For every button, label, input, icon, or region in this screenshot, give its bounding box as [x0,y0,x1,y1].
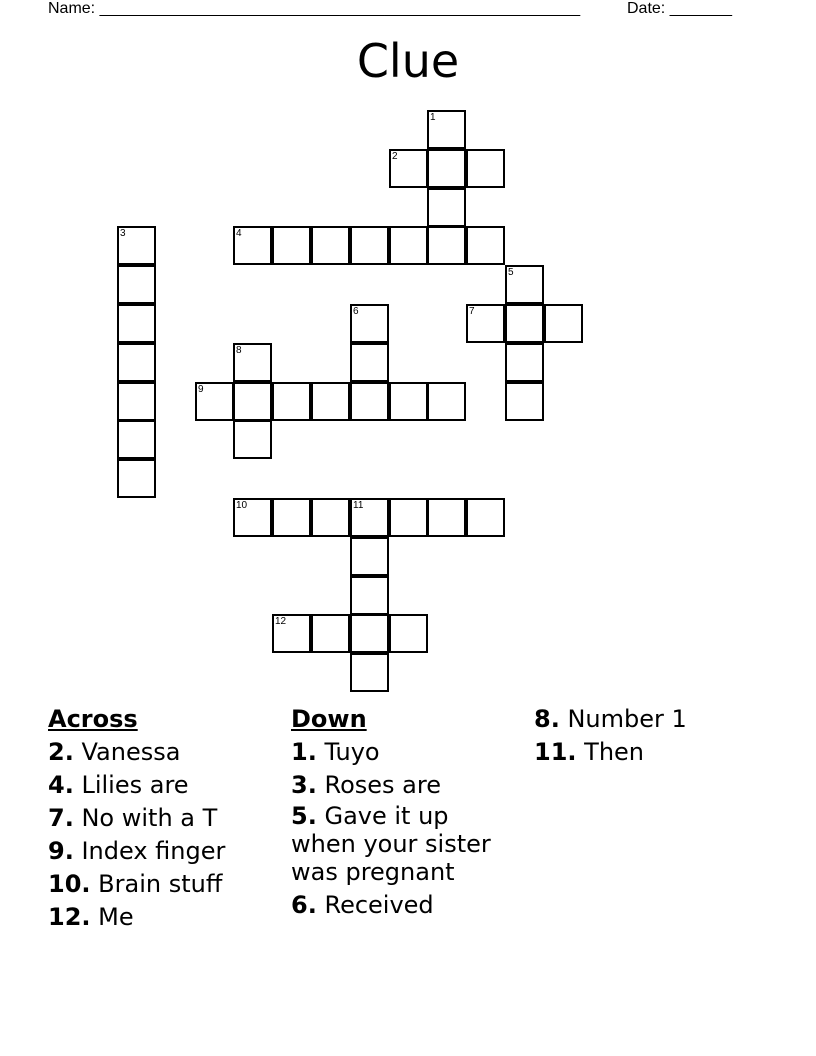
cell-number: 2 [392,151,398,162]
grid-cell[interactable] [117,304,156,343]
grid-cell[interactable] [311,614,350,653]
grid-cell[interactable] [466,149,505,188]
clue-text: Gave it up when your sister was pregnant [291,802,491,886]
clue-number: 1. [291,738,317,766]
grid-cell[interactable] [233,382,272,421]
clue-text: Tuyo [324,738,380,766]
clue-text: Me [98,903,134,931]
grid-cell[interactable] [466,304,505,343]
grid-cell[interactable] [544,304,583,343]
grid-cell[interactable] [272,498,311,537]
clue-text: Brain stuff [98,870,223,898]
clue-number: 2. [48,738,74,766]
grid-cell[interactable] [311,498,350,537]
clue-text: Vanessa [81,738,181,766]
grid-cell[interactable] [505,265,544,304]
grid-cell[interactable] [311,382,350,421]
across-heading: Across [48,705,138,733]
clue-text: Number 1 [567,705,687,733]
grid-cell[interactable] [427,149,466,188]
grid-cell[interactable] [505,343,544,382]
grid-cell[interactable] [389,149,428,188]
date-field[interactable]: Date: _______ [627,0,732,17]
grid-cell[interactable] [389,498,428,537]
grid-cell[interactable] [427,226,466,265]
grid-cell[interactable] [350,343,389,382]
grid-cell[interactable] [427,498,466,537]
clue-number: 9. [48,837,74,865]
clue-number: 11. [534,738,577,766]
clue-text: Index finger [81,837,226,865]
down-clues [291,703,516,922]
grid-cell[interactable] [350,537,389,576]
down-clues-continued [534,703,774,769]
cell-number: 1 [430,112,436,123]
grid-cell[interactable] [117,420,156,459]
clue-text: No with a T [81,804,218,832]
cell-number: 10 [236,500,248,511]
grid-cell[interactable] [311,226,350,265]
grid-cell[interactable] [117,226,156,265]
grid-cell[interactable] [466,226,505,265]
clue-number: 7. [48,804,74,832]
grid-cell[interactable] [427,110,466,149]
clue-number: 4. [48,771,74,799]
grid-cell[interactable] [350,653,389,692]
grid-cell[interactable] [350,382,389,421]
grid-cell[interactable] [350,226,389,265]
grid-cell[interactable] [233,420,272,459]
clue-number: 12. [48,903,91,931]
clue-text: Roses are [324,771,441,799]
grid-cell[interactable] [233,498,272,537]
clue-number: 6. [291,891,317,919]
cell-number: 7 [469,306,475,317]
cell-number: 11 [353,500,364,511]
clue-number: 10. [48,870,91,898]
grid-cell[interactable] [117,343,156,382]
grid-cell[interactable] [272,614,311,653]
clue-number: 8. [534,705,560,733]
cell-number: 9 [198,384,204,395]
grid-cell[interactable] [350,614,389,653]
grid-cell[interactable] [195,382,234,421]
cell-number: 4 [236,228,242,239]
grid-cell[interactable] [350,304,389,343]
grid-cell[interactable] [233,343,272,382]
clue-number: 3. [291,771,317,799]
grid-cell[interactable] [350,498,389,537]
grid-cell[interactable] [117,382,156,421]
grid-cell[interactable] [427,382,466,421]
name-field[interactable]: Name: ______________________________________________________ [48,0,581,17]
grid-cell[interactable] [505,304,544,343]
grid-cell[interactable] [272,382,311,421]
grid-cell[interactable] [272,226,311,265]
cell-number: 3 [120,228,126,239]
grid-cell[interactable] [389,614,428,653]
cell-number: 5 [508,267,514,278]
grid-cell[interactable] [466,498,505,537]
grid-cell[interactable] [117,265,156,304]
down-heading: Down [291,705,367,733]
grid-cell[interactable] [117,459,156,498]
across-clues [48,703,278,934]
grid-cell[interactable] [505,382,544,421]
grid-cell[interactable] [350,576,389,615]
clue-number: 5. [291,802,317,830]
cell-number: 8 [236,345,242,356]
clue-text: Received [324,891,434,919]
cell-number: 12 [275,616,287,627]
clue-text: Lilies are [81,771,189,799]
page-title: Clue [356,34,460,88]
grid-cell[interactable] [389,382,428,421]
grid-cell[interactable] [233,226,272,265]
grid-cell[interactable] [427,188,466,227]
cell-number: 6 [353,306,359,317]
clue-text: Then [584,738,645,766]
grid-cell[interactable] [389,226,428,265]
